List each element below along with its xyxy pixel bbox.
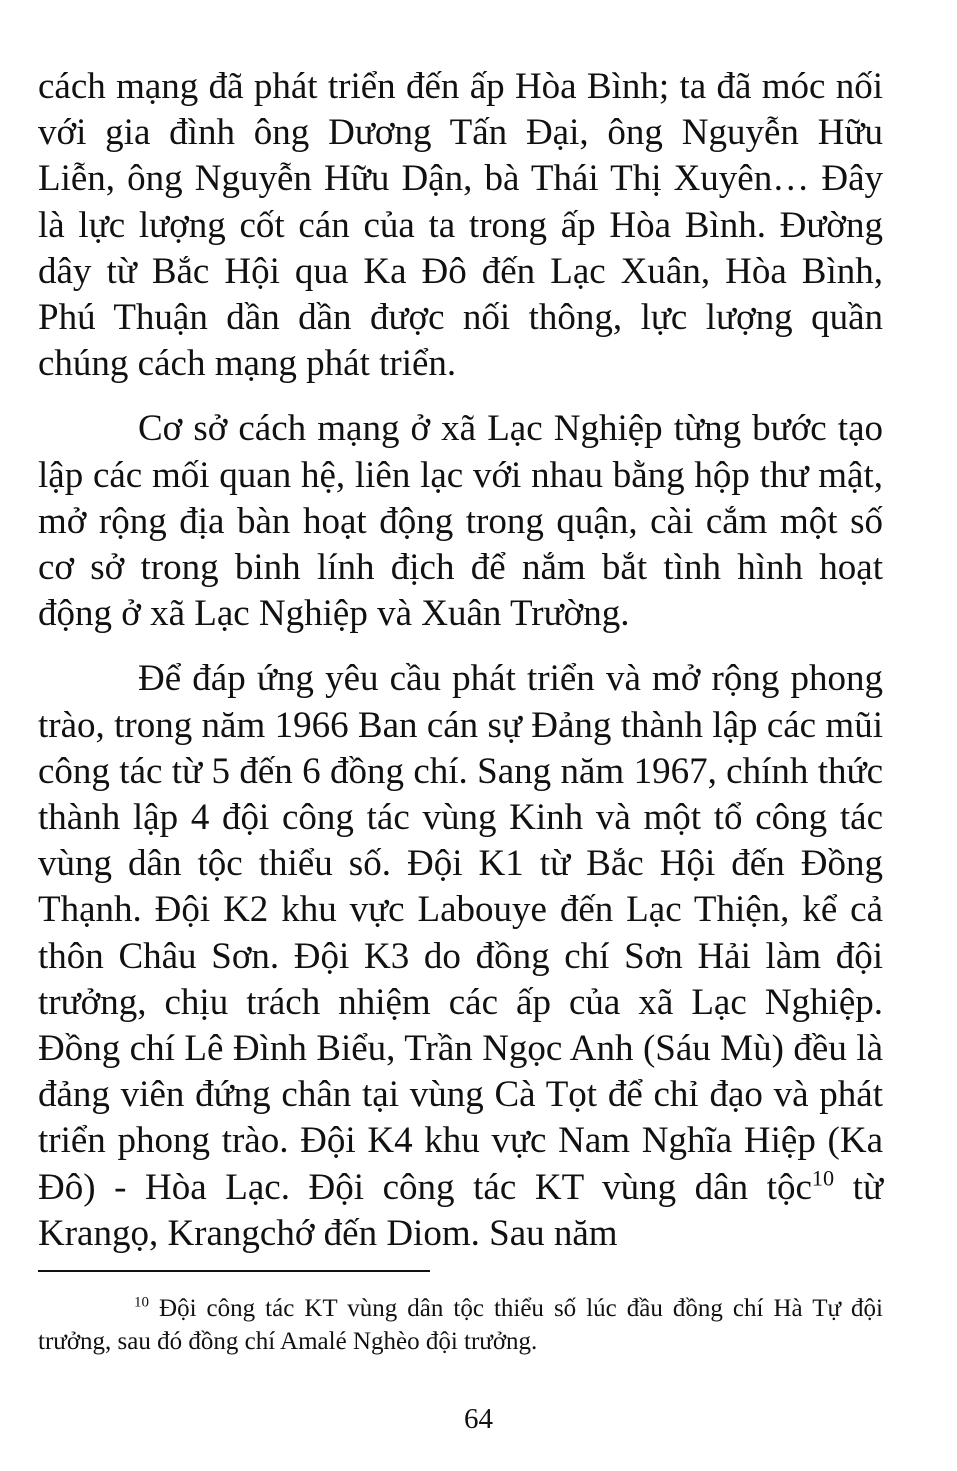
page-number: 64 bbox=[464, 1403, 493, 1435]
footnote-text: Đội công tác KT vùng dân tộc thiểu số lúc đầu đồng chí Hà Tự đội trưởng, sau đó đồng chí Amalé Nghèo đội trưởng. bbox=[38, 1295, 883, 1355]
footnote-mark: 10 bbox=[134, 1294, 149, 1311]
footnote bbox=[38, 1292, 883, 1358]
main-text bbox=[38, 64, 883, 1257]
paragraph-3-text-before-footnote-ref: Để đáp ứng yêu cầu phát triển và mở rộng phong trào, trong năm 1966 Ban cán sự Đảng thành lập các mũi công tác từ 5 đến 6 đồng chí. Sang năm 1967, chính thức thành lập 4 đội công tác vùng Kinh và một tổ công tác vùng dân tộc thiểu số. Đội K1 từ Bắc Hội đến Đồng Thạnh. Đội K2 khu vực Labouye đến Lạc Thiện, kể cả thôn Châu Sơn. Đội K3 do đồng chí Sơn Hải làm đội trưởng, chịu trách nhiệm các ấp của xã Lạc Nghiệp. Đồng chí Lê Đình Biểu, Trần Ngọc Anh (Sáu Mù) đều là đảng viên đứng chân tại vùng Cà Tọt để chỉ đạo và phát triển phong trào. Đội K4 khu vực Nam Nghĩa Hiệp (Ka Đô) - Hòa Lạc. Đội công tác KT vùng dân tộc bbox=[38, 658, 883, 1208]
footnote-reference-mark: 10 bbox=[811, 1165, 835, 1191]
footnote-separator-rule bbox=[38, 1270, 430, 1272]
paragraph-3 bbox=[38, 656, 883, 1257]
paragraph-2: Cơ sở cách mạng ở xã Lạc Nghiệp từng bước tạo lập các mối quan hệ, liên lạc với nhau bằng hộp thư mật, mở rộng địa bàn hoạt động trong quận, cài cắm một số cơ sở trong binh lính địch để nắm bắt tình hình hoạt động ở xã Lạc Nghiệp và Xuân Trường. bbox=[38, 408, 883, 635]
paragraph-1: cách mạng đã phát triển đến ấp Hòa Bình; ta đã móc nối với gia đình ông Dương Tấn Đại, ông Nguyễn Hữu Liễn, ông Nguyễn Hữu Dận, bà Thái Thị Xuyên… Đây là lực lượng cốt cán của ta trong ấp Hòa Bình. Đường dây từ Bắc Hội qua Ka Đô đến Lạc Xuân, Hòa Bình, Phú Thuận dần dần được nối thông, lực lượng quần chúng cách mạng phát triển. bbox=[38, 66, 883, 385]
paragraph-3-text-after-footnote-ref: từ Krangọ, Krangchớ đến Diom. Sau năm bbox=[38, 1166, 883, 1254]
